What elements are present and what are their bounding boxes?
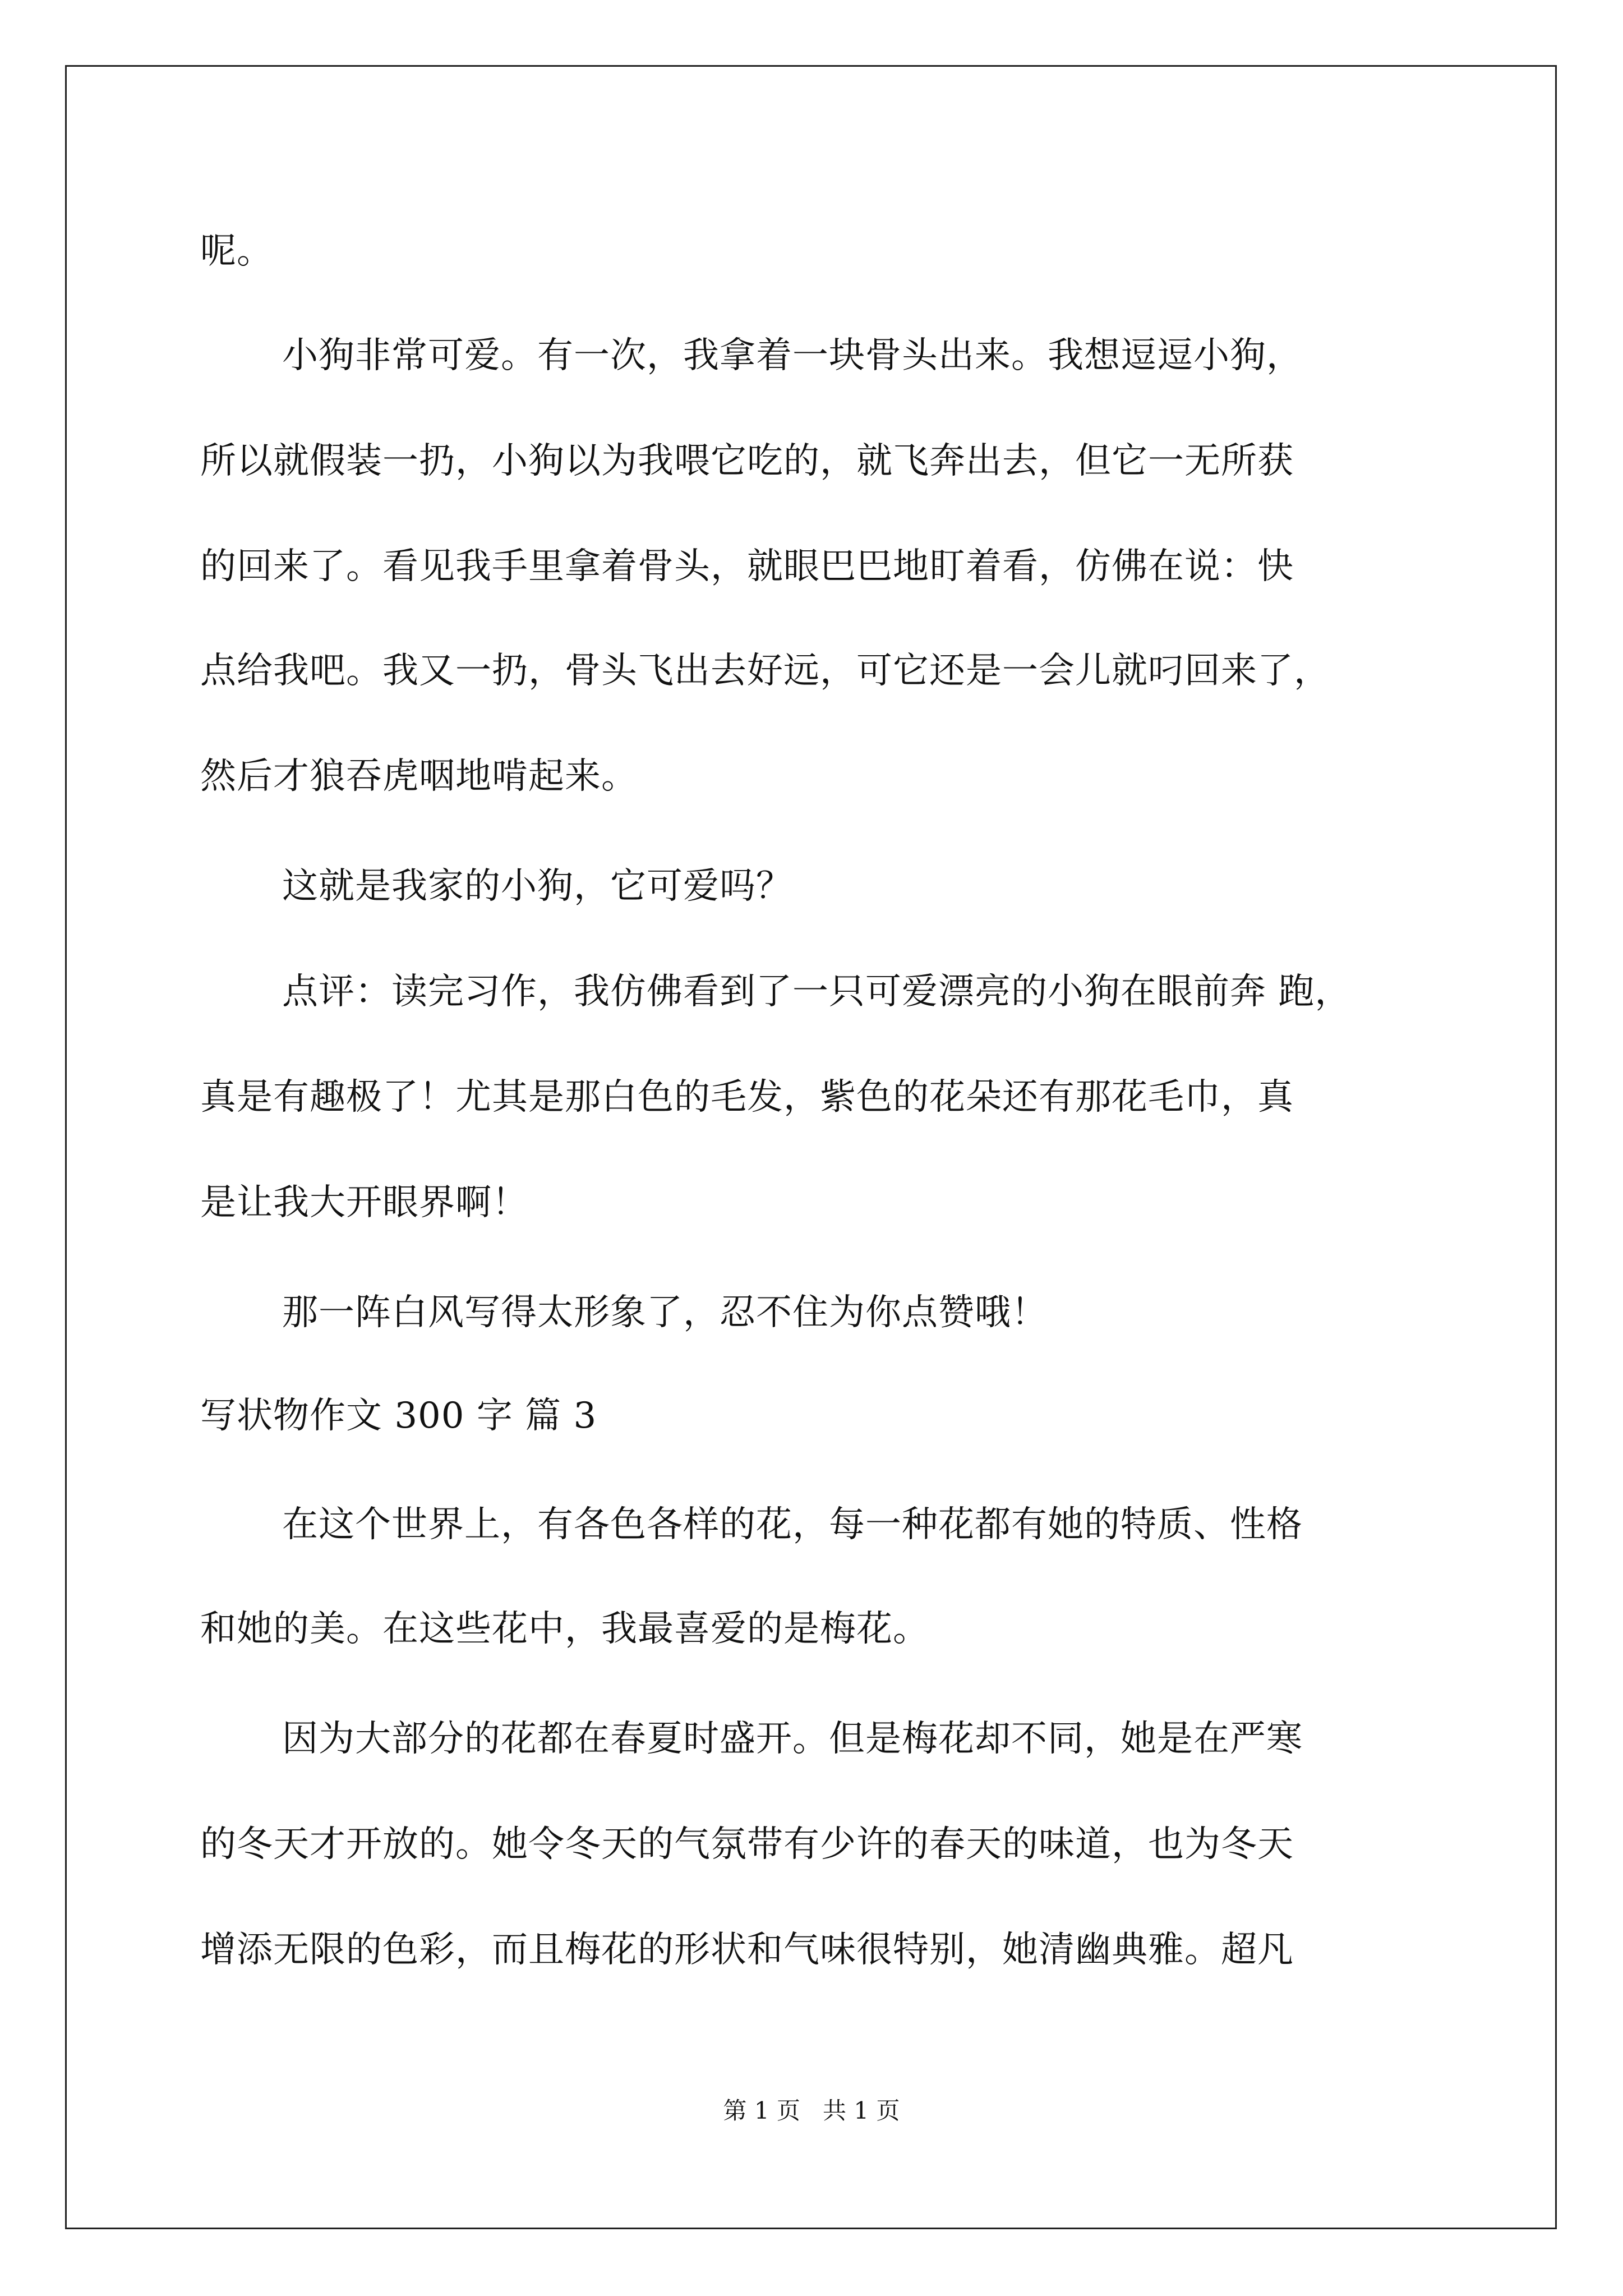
text-line: 所以就假装一扔，小狗以为我喂它吃的，就飞奔出去，但它一无所获 (200, 440, 1294, 482)
page-border (65, 65, 1557, 2229)
text-line: 是让我大开眼界啊！ (200, 1182, 528, 1223)
paragraph-start: 在这个世界上，有各色各样的花，每一种花都有她的特质、性格 (282, 1504, 1303, 1545)
text-line: 增添无限的色彩，而且梅花的形状和气味很特别，她清幽典雅。超凡 (200, 1929, 1294, 1971)
paragraph-start: 因为大部分的花都在春夏时盛开。但是梅花却不同，她是在严寒 (282, 1718, 1303, 1760)
paragraph-start: 这就是我家的小狗，它可爱吗？ (282, 866, 792, 907)
text-line: 然后才狼吞虎咽地啃起来。 (200, 756, 638, 797)
text-line: 呢。 (200, 231, 273, 272)
paragraph-start: 那一阵白风写得太形象了，忍不住为你点赞哦！ (282, 1292, 1048, 1333)
text-line: 和她的美。在这些花中，我最喜爱的是梅花。 (200, 1608, 929, 1650)
section-heading: 写状物作文 300 字 篇 3 (200, 1395, 597, 1437)
text-line: 的回来了。看见我手里拿着骨头，就眼巴巴地盯着看，仿佛在说：快 (200, 546, 1294, 587)
paragraph-start: 点评：读完习作，我仿佛看到了一只可爱漂亮的小狗在眼前奔 跑， (282, 971, 1352, 1013)
page-number-footer: 第 1 页 共 1 页 (723, 2097, 900, 2124)
text-line: 点给我吧。我又一扔，骨头飞出去好远，可它还是一会儿就叼回来了， (200, 650, 1330, 692)
paragraph-start: 小狗非常可爱。有一次，我拿着一块骨头出来。我想逗逗小狗， (282, 335, 1303, 376)
text-line: 的冬天才开放的。她令冬天的气氛带有少许的春天的味道，也为冬天 (200, 1824, 1294, 1865)
text-line: 真是有趣极了！尤其是那白色的毛发，紫色的花朵还有那花毛巾，真 (200, 1076, 1294, 1118)
